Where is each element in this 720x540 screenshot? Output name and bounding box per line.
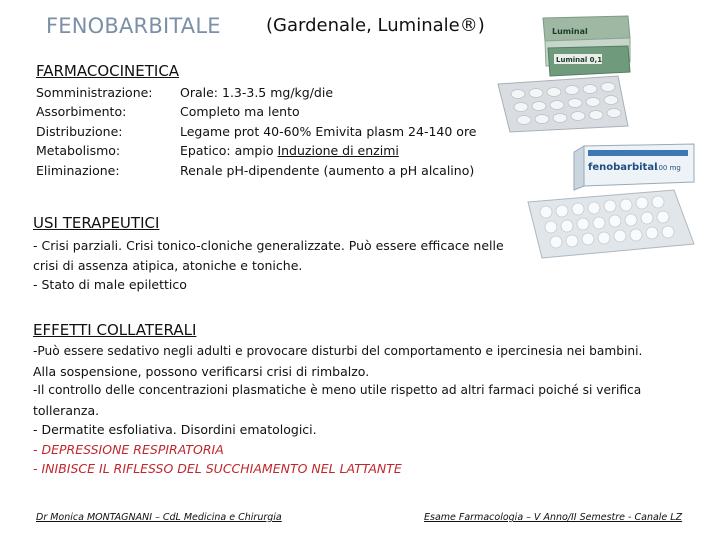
usi-terapeutici-heading: USI TERAPEUTICI [33, 214, 160, 232]
footer-course: Esame Farmacologia – V Anno/II Semestre - Canale LZ [424, 512, 683, 523]
farmacocinetica-heading: FARMACOCINETICA [36, 62, 180, 80]
luminal-brand-text: Luminal [552, 27, 588, 36]
usi-line: - Crisi parziali. Crisi tonico-cloniche generalizzate. Può essere efficace nelle [33, 238, 504, 253]
farmacocinetica-row [36, 141, 506, 160]
farmacocinetica-table [36, 83, 506, 180]
row-label: Metabolismo: [36, 143, 121, 159]
farmacocinetica-row [36, 83, 506, 102]
farmacocinetica-row [36, 161, 506, 180]
row-value: Renale pH-dipendente (aumento a pH alcalino) [180, 162, 475, 178]
fenobarbital-brand-text: fenobarbital [588, 162, 658, 173]
effetti-warning-line: - INIBISCE IL RIFLESSO DEL SUCCHIAMENTO NEL LATTANTE [33, 461, 402, 476]
row-label: Somministrazione: [36, 85, 153, 100]
row-value: Completo ma lento [180, 104, 300, 120]
effetti-warning-line: - DEPRESSIONE RESPIRATORIA [33, 441, 224, 457]
page-title: FENOBARBITALE [46, 14, 221, 38]
blister-pack-1 [498, 76, 628, 132]
effetti-collaterali-text [33, 342, 713, 479]
row-value [180, 141, 399, 160]
effetti-line: Alla sospensione, possono verificarsi crisi di rimbalzo. [33, 363, 370, 379]
effetti-collaterali-heading: EFFETTI COLLATERALI [33, 321, 197, 339]
footer-author: Dr Monica MONTAGNANI – CdL Medicina e Chirurgia [36, 512, 282, 523]
luminal-product-image [488, 14, 634, 134]
luminal-label-text: Luminal 0,1 [556, 56, 603, 64]
fenobarbital-dose-text: 100 mg [654, 164, 681, 172]
usi-line: crisi di assenza atipica, atoniche e toniche. [33, 257, 303, 273]
fenobarbital-box [574, 144, 694, 190]
luminal-box-front [548, 46, 630, 76]
page-subtitle: (Gardenale, Luminale®) [266, 15, 485, 36]
effetti-line: - Dermatite esfoliativa. Disordini ematologici. [33, 422, 317, 437]
effetti-line: -Può essere sedativo negli adulti e provocare disturbi del comportamento e ipercinesia nei bambini. [33, 344, 643, 358]
farmacocinetica-row [36, 122, 506, 141]
usi-line: - Stato di male epilettico [33, 277, 187, 292]
enzyme-induction-text: Induzione di enzimi [277, 143, 399, 159]
row-label: Assorbimento: [36, 104, 127, 120]
row-value: Legame prot 40-60% Emivita plasm 24-140 ore [180, 123, 477, 139]
effetti-line: -Il controllo delle concentrazioni plasmatiche è meno utile rispetto ad altri farmaci poiché si verifica [33, 383, 642, 397]
effetti-line: tolleranza. [33, 402, 100, 418]
usi-terapeutici-text [33, 236, 553, 295]
row-label: Distribuzione: [36, 123, 123, 139]
row-value-prefix: Epatico: ampio [180, 143, 278, 159]
row-value: Orale: 1.3-3.5 mg/kg/die [180, 85, 334, 100]
row-label: Eliminazione: [36, 162, 120, 178]
farmacocinetica-row [36, 102, 506, 121]
